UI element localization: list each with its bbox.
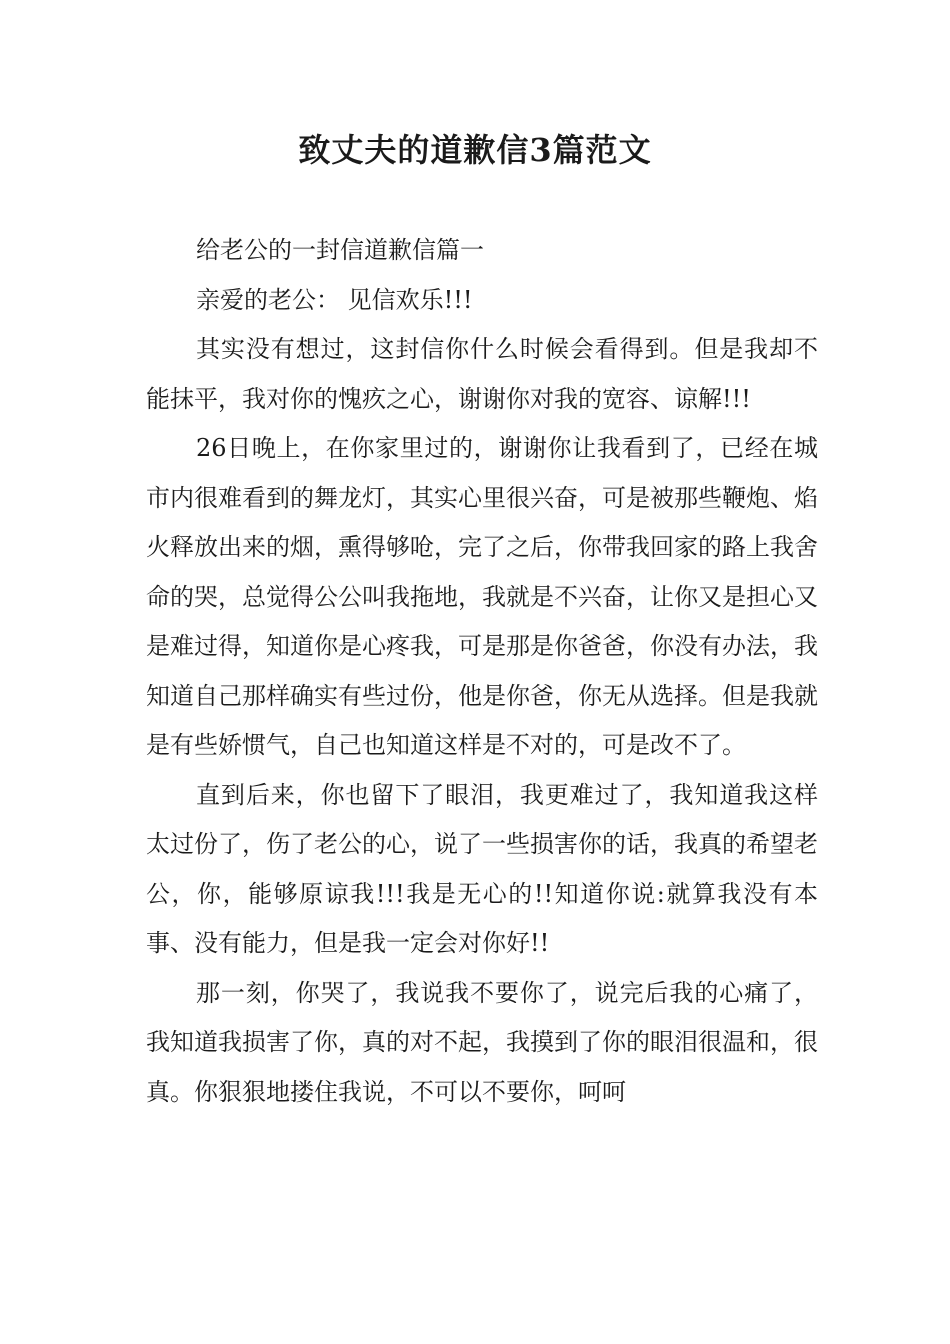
paragraph: 其实没有想过，这封信你什么时候会看得到。但是我却不能抹平，我对你的愧疚之心，谢谢你对我的宽容、谅解!!! — [146, 335, 818, 413]
document-title: 致丈夫的道歉信3篇范文 — [298, 131, 652, 169]
paragraph-salutation: 亲爱的老公： 见信欢乐!!! — [196, 285, 473, 314]
paragraph: 26日晚上，在你家里过的，谢谢你让我看到了，已经在城市内很难看到的舞龙灯，其实心里很兴奋，可是被那些鞭炮、焰火释放出来的烟，熏得够呛，完了之后，你带我回家的路上我舍命的哭，总觉得公公叫我拖地，我就是不兴奋，让你又是担心又是难过得，知道你是心疼我，可是那是你爸爸，你没有办法，我知道自己那样确实有些过份，他是你爸，你无从选择。但是我就是有些娇惯气，自己也知道这样是不对的，可是改不了。 — [146, 434, 818, 759]
document-body — [146, 226, 818, 1117]
paragraph: 直到后来，你也留下了眼泪，我更难过了，我知道我这样太过份了，伤了老公的心，说了一些损害你的话，我真的希望老公，你，能够原谅我!!!我是无心的!!知道你说:就算我没有本事、没有能力，但是我一定会对你好!! — [146, 780, 818, 957]
paragraph-heading: 给老公的一封信道歉信篇一 — [196, 236, 484, 264]
paragraph: 那一刻，你哭了，我说我不要你了，说完后我的心痛了，我知道我损害了你，真的对不起，我摸到了你的眼泪很温和，很真。你狠狠地搂住我说，不可以不要你，呵呵 — [146, 978, 818, 1106]
